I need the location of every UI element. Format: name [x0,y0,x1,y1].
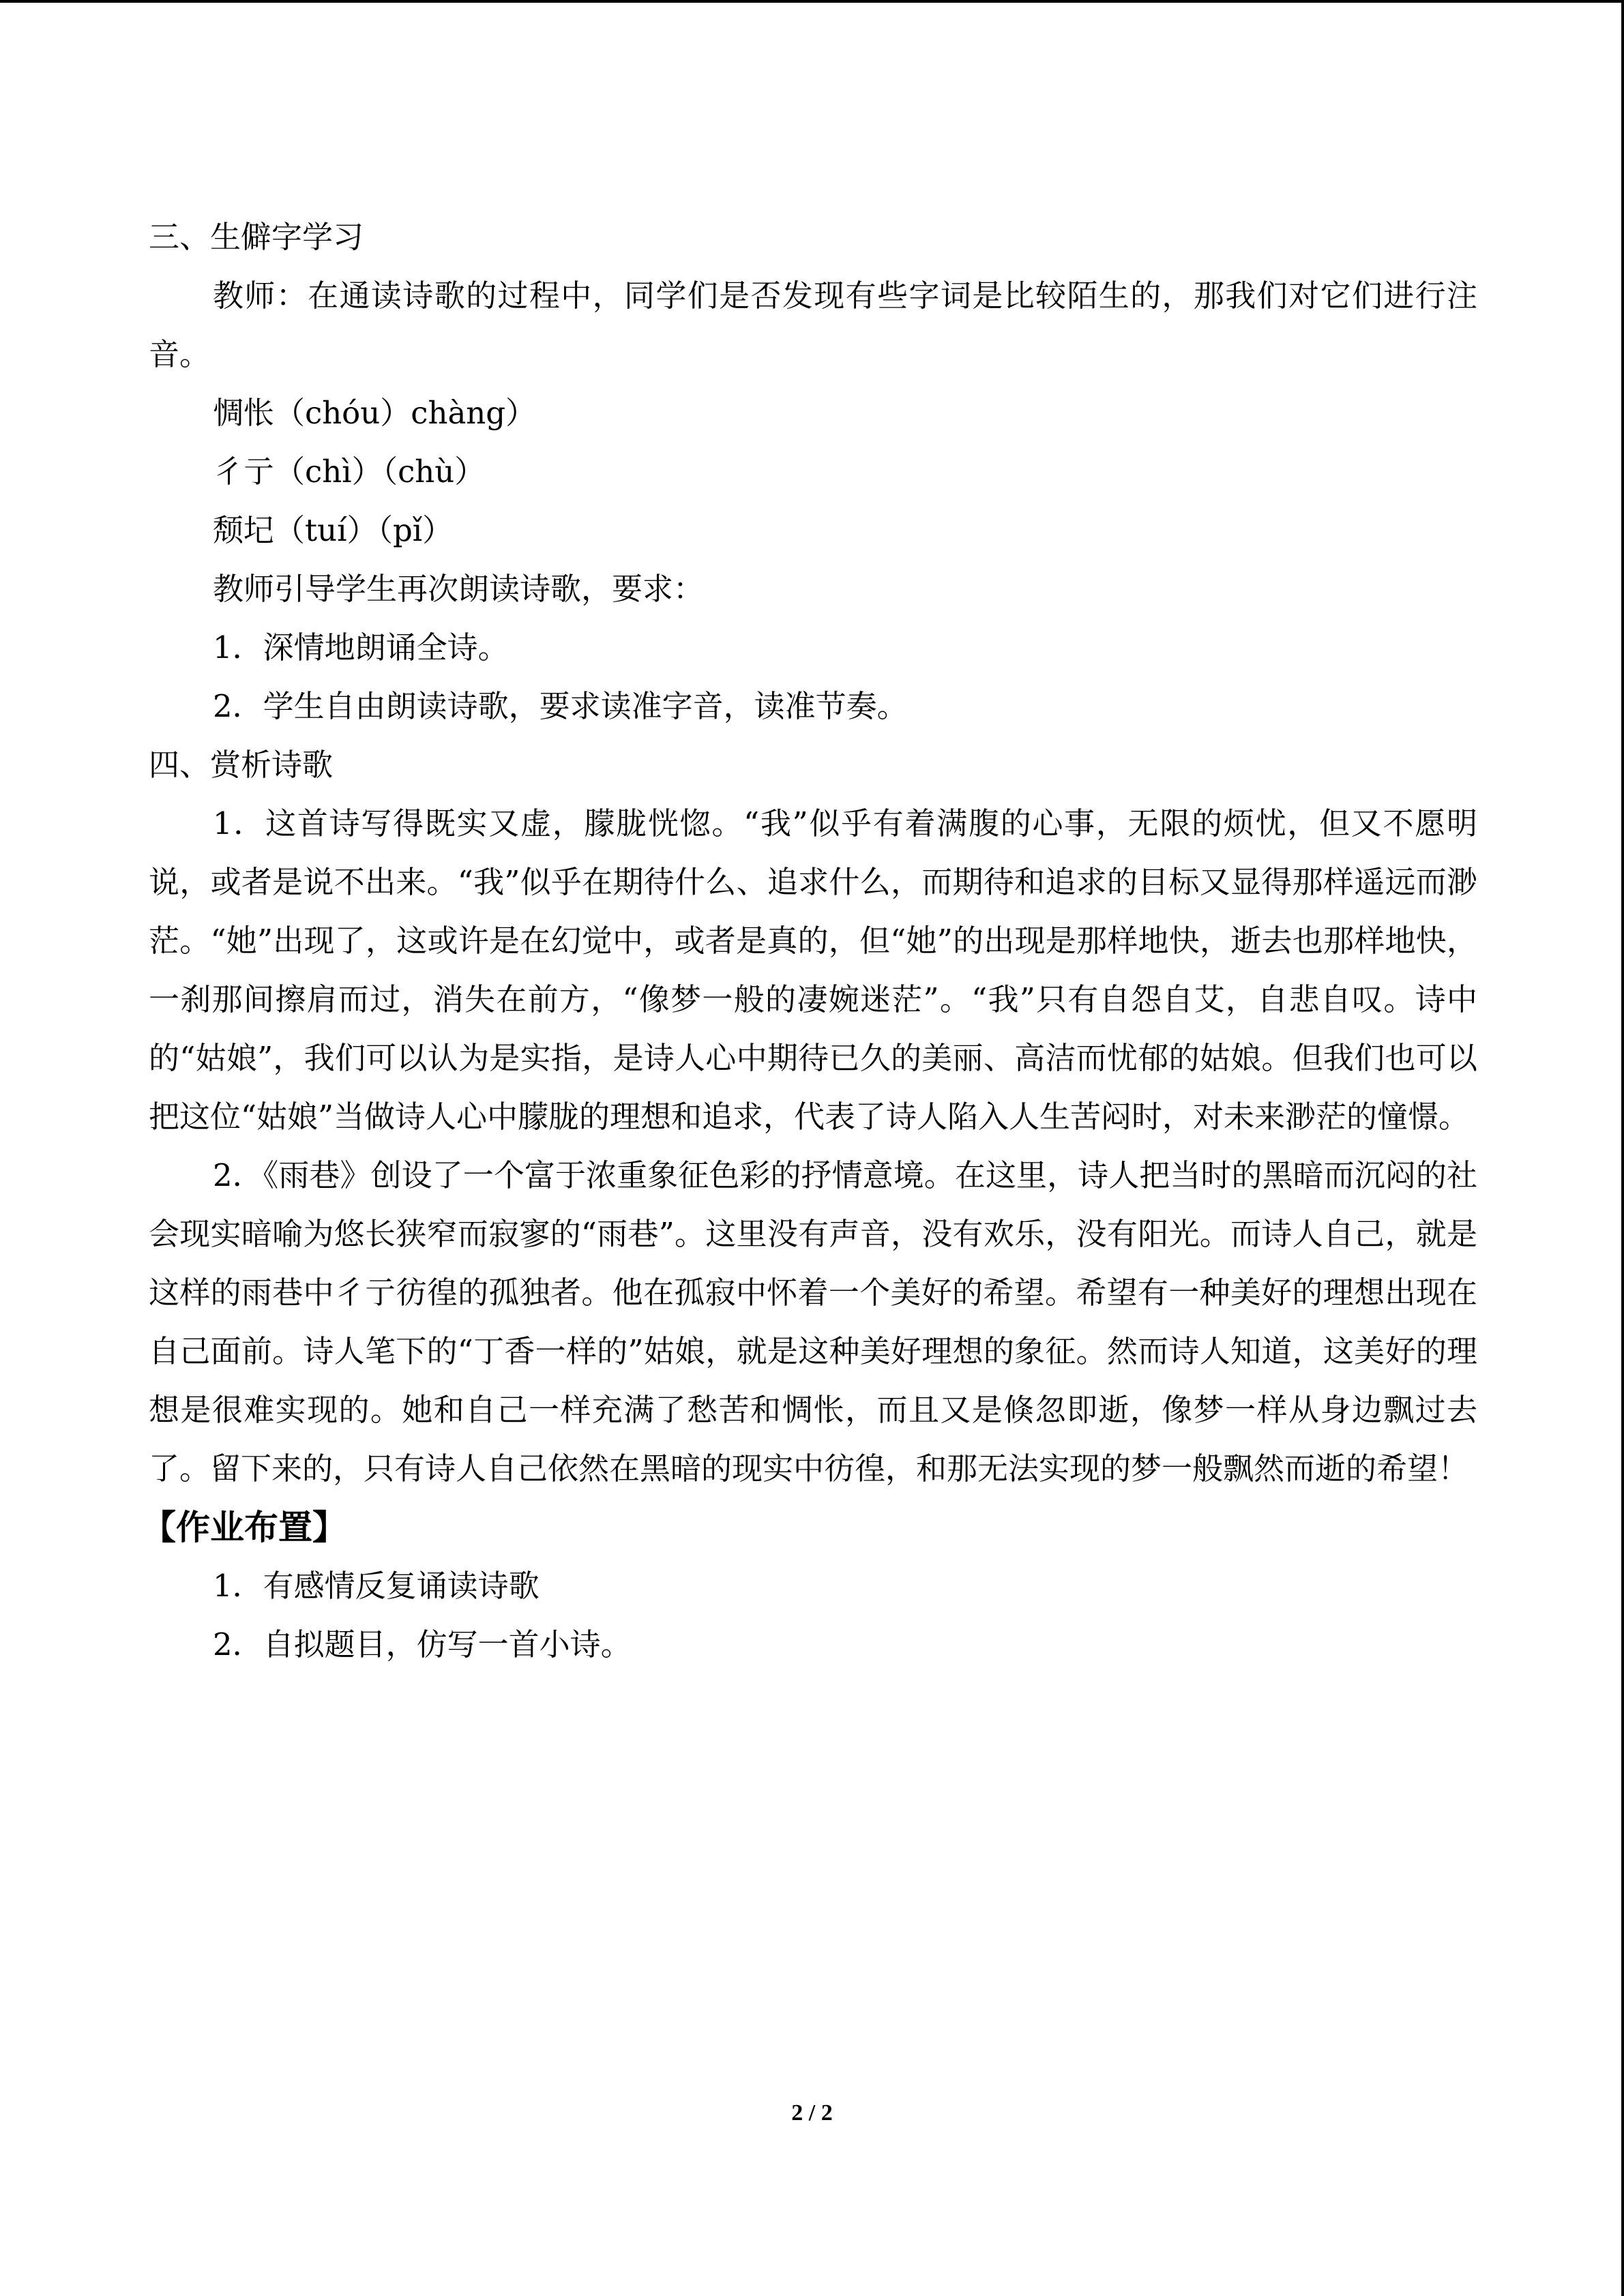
homework-item: 1．有感情反复诵读诗歌 [213,1568,540,1604]
page-number: 2 / 2 [791,2100,833,2126]
section-heading-rare-words: 三、生僻字学习 [149,219,364,255]
homework-item: 2．自拟题目，仿写一首小诗。 [213,1626,632,1663]
page-top-border [0,0,1624,3]
reading-requirement: 2．学生自由朗读诗歌，要求读准字音，读准节奏。 [213,688,908,724]
vocab-item: 惆怅（chóu）chàng） [213,395,537,431]
section-heading-appreciation: 四、赏析诗歌 [149,747,334,783]
teacher-guide-text: 教师引导学生再次朗读诗歌，要求： [213,571,705,607]
page-right-border [1621,0,1624,2296]
appreciation-paragraph-1: 1．这首诗写得既实又虚，朦胧恍惚。“我”似乎有着满腹的心事，无限的烦忧，但又不愿明说，或者是说不出来。“我”似乎在期待什么、追求什么，而期待和追求的目标又显得那样遥远而渺茫。“她”出现了，这或许是在幻觉中，或者是真的，但“她”的出现是那样地快，逝去也那样地快，一刹那间擦肩而过，消失在前方，“像梦一般的凄婉迷茫”。“我”只有自怨自艾，自悲自叹。诗中的“姑娘”，我们可以认为是实指，是诗人心中期待已久的美丽、高洁而忧郁的姑娘。但我们也可以把这位“姑娘”当做诗人心中朦胧的理想和追求，代表了诗人陷入人生苦闷时，对未来渺茫的憧憬。 [149,805,1477,1135]
vocab-item: 彳亍（chì）（chù） [213,453,486,490]
document-body [142,208,1477,1674]
teacher-intro-paragraph: 教师：在通读诗歌的过程中，同学们是否发现有些字词是比较陌生的，那我们对它们进行注音。 [149,278,1477,372]
homework-heading: 【作业布置】 [142,1508,346,1547]
reading-requirement: 1．深情地朗诵全诗。 [213,629,509,666]
vocab-item: 颓圮（tuí）（pǐ） [213,512,454,548]
appreciation-paragraph-2: 2．《雨巷》创设了一个富于浓重象征色彩的抒情意境。在这里，诗人把当时的黑暗而沉闷的社会现实暗喻为悠长狭窄而寂寥的“雨巷”。这里没有声音，没有欢乐，没有阳光。而诗人自己，就是这样的雨巷中彳亍彷徨的孤独者。他在孤寂中怀着一个美好的希望。希望有一种美好的理想出现在自己面前。诗人笔下的“丁香一样的”姑娘，就是这种美好理想的象征。然而诗人知道，这美好的理想是很难实现的。她和自己一样充满了愁苦和惆怅，而且又是倏忽即逝，像梦一样从身边飘过去了。留下来的，只有诗人自己依然在黑暗的现实中彷徨，和那无法实现的梦一般飘然而逝的希望！ [149,1157,1477,1487]
